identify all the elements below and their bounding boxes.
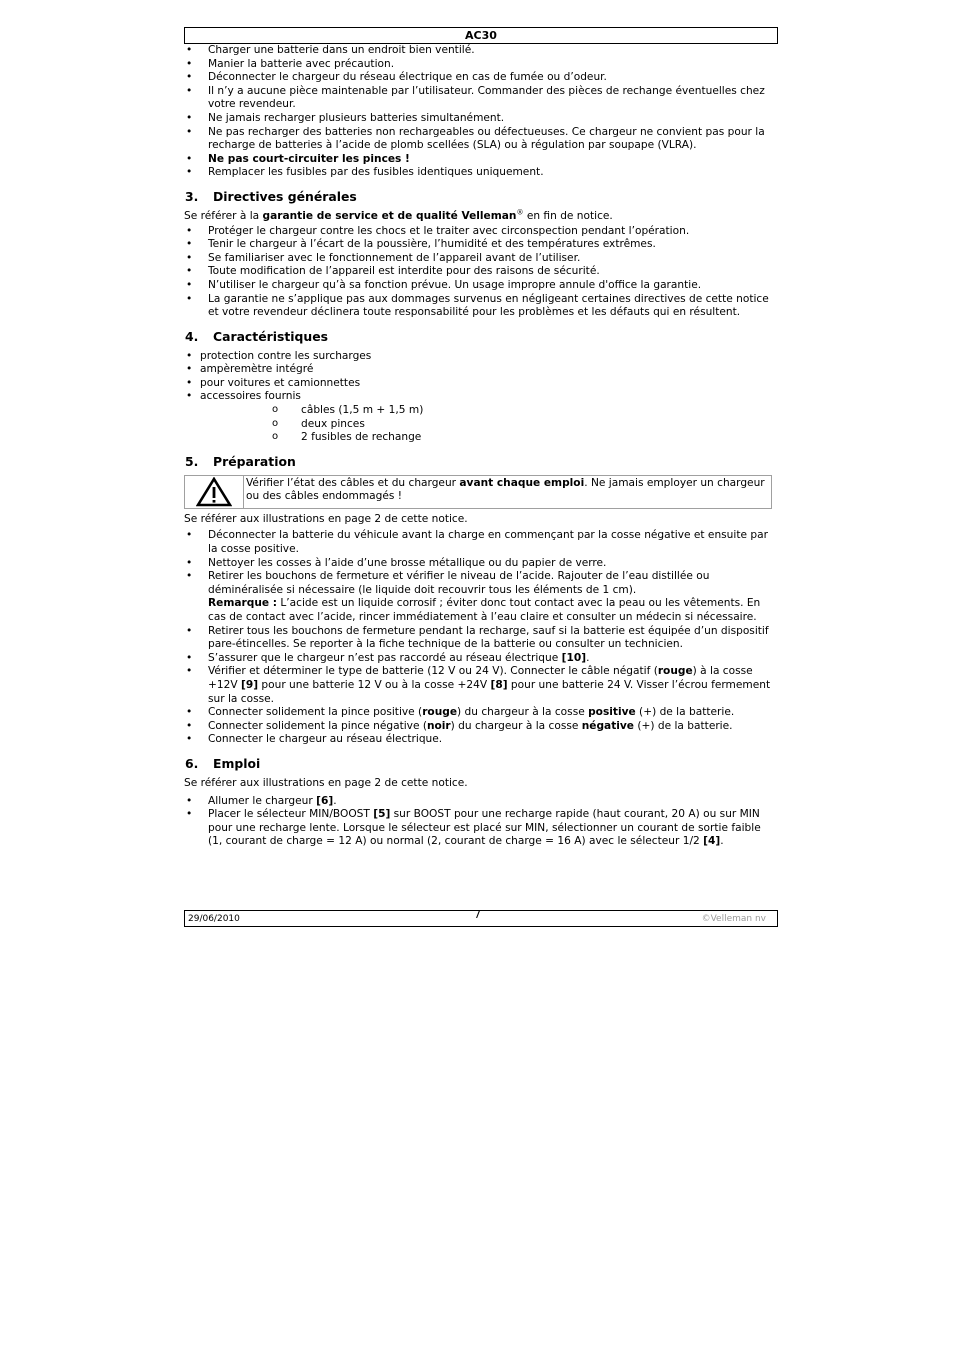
section-title: Caractéristiques	[213, 328, 328, 344]
section-5-intro: Se référer aux illustrations en page 2 de cette notice.	[184, 512, 468, 525]
sub-list-item: o 2 fusibles de rechange	[270, 431, 771, 445]
bold-text: rouge	[422, 706, 458, 719]
list-item: • Toute modification de l’appareil est interdite pour des raisons de sécurité.	[184, 265, 771, 279]
section-heading-4	[185, 329, 771, 344]
section-6-intro: Se référer aux illustrations en page 2 de cette notice.	[184, 776, 468, 789]
list-item	[184, 665, 771, 706]
bold-text: avant chaque emploi	[459, 476, 585, 489]
text: Allumer le chargeur	[208, 794, 317, 807]
list-item: • Tenir le chargeur à l’écart de la poussière, l’humidité et des températures extrêmes.	[184, 238, 771, 252]
sub-list-item: o deux pinces	[270, 418, 771, 432]
section-5-list	[184, 529, 771, 747]
bold-text: [8]	[490, 678, 508, 691]
registered-mark: ®	[516, 208, 524, 217]
text: (+) de la batterie.	[635, 706, 735, 719]
bold-text: garantie de service et de qualité Velleman	[262, 209, 517, 222]
sub-list-item: o câbles (1,5 m + 1,5 m)	[270, 404, 771, 418]
list-item: • Ne jamais recharger plusieurs batteries simultanément.	[184, 112, 771, 126]
list-item: • Protéger le chargeur contre les chocs et le traiter avec circonspection pendant l’opération.	[184, 225, 771, 239]
text: Connecter solidement la pince positive (	[208, 706, 423, 719]
text: Retirer les bouchons de fermeture et vérifier le niveau de l’acide. Rajouter de l’eau distillée ou déminéralisée si nécessaire (le liquide doit recouvrir tous les éléments de 1 cm).	[208, 570, 710, 596]
list-item: • pour voitures et camionnettes	[184, 377, 771, 391]
section-number: 5.	[185, 453, 199, 469]
section-title: Préparation	[213, 453, 296, 469]
text: ) à la cosse +12V	[208, 665, 753, 691]
section-number: 6.	[185, 755, 199, 771]
list-item: • Remplacer les fusibles par des fusibles identiques uniquement.	[184, 166, 771, 180]
list-item: • N’utiliser le chargeur qu’à sa fonction prévue. Un usage impropre annule d'office la garantie.	[184, 279, 771, 293]
list-item: • Retirer tous les bouchons de fermeture pendant la recharge, sauf si la batterie est équipée d’un dispositif pare-étincelles. Se reporter à la fiche technique de la batterie ou consulter un technicien.	[184, 625, 771, 652]
list-item: • accessoires fournis	[184, 390, 771, 404]
page-content	[184, 44, 778, 849]
text: ) du chargeur à la cosse	[457, 706, 589, 719]
header-title: AC30	[465, 29, 497, 42]
warning-text	[244, 476, 771, 508]
bold-text: rouge	[657, 665, 693, 678]
bold-text: [4]	[703, 835, 721, 848]
text: .	[586, 651, 590, 664]
list-item: • Déconnecter le chargeur du réseau électrique en cas de fumée ou d’odeur.	[184, 71, 771, 85]
text: en fin de notice.	[523, 209, 613, 222]
list-item: • Se familiariser avec le fonctionnement de l’appareil avant de l’utiliser.	[184, 252, 771, 266]
list-item	[184, 808, 771, 849]
list-item: • ampèremètre intégré	[184, 363, 771, 377]
text: pour une batterie 24 V. Visser l’écrou fermement sur la cosse.	[208, 678, 771, 705]
list-item	[184, 153, 771, 167]
list-item	[184, 795, 771, 809]
bold-text: noir	[426, 719, 451, 732]
section-title: Emploi	[213, 755, 261, 771]
bold-text: [9]	[240, 678, 259, 691]
list-item: • Manier la batterie avec précaution.	[184, 58, 771, 72]
text: Connecter solidement la pince négative (	[208, 719, 427, 732]
list-item: • Nettoyer les cosses à l’aide d’une brosse métallique ou du papier de verre.	[184, 557, 771, 571]
safety-list	[184, 44, 771, 180]
list-item: • Charger une batterie dans un endroit bien ventilé.	[184, 44, 771, 58]
text: Se référer à la	[184, 209, 263, 222]
text: ) du chargeur à la cosse	[450, 719, 582, 732]
list-item: • protection contre les surcharges	[184, 350, 771, 364]
bold-text: positive	[588, 706, 636, 719]
list-item: • Connecter le chargeur au réseau électrique.	[184, 733, 771, 747]
text: .	[333, 794, 337, 807]
section-6-list	[184, 795, 771, 849]
section-heading-6	[185, 756, 771, 771]
bold-text: négative	[581, 719, 634, 732]
section-number: 3.	[185, 188, 199, 204]
warning-box	[184, 475, 772, 509]
section-3-intro	[184, 210, 771, 224]
accessories-sublist	[184, 404, 771, 445]
list-item	[184, 570, 771, 624]
text: . Ne jamais employer un chargeur ou des câbles endommagés !	[246, 476, 765, 503]
list-item: • Ne pas recharger des batteries non rechargeables ou défectueuses. Ce chargeur ne convient pas pour la recharge de batteries à l’acide de plomb scellées (SLA) ou à régulation par soupape (VLRA).	[184, 126, 771, 153]
page-footer	[184, 910, 778, 927]
page-number: 7	[474, 908, 481, 921]
section-title: Directives générales	[213, 188, 357, 204]
section-heading-5	[185, 454, 771, 469]
bold-text: Ne pas court-circuiter les pinces !	[208, 152, 410, 165]
bold-text: [10]	[561, 651, 587, 664]
bold-text: [6]	[316, 794, 334, 807]
text: (+) de la batterie.	[634, 719, 733, 732]
document-page	[184, 27, 778, 849]
list-item	[184, 720, 771, 734]
warning-icon	[185, 476, 244, 508]
section-4-list	[184, 350, 771, 404]
list-item: • Il n’y a aucune pièce maintenable par l’utilisateur. Commander des pièces de rechange éventuelles chez votre revendeur.	[184, 85, 771, 112]
list-item: • La garantie ne s’applique pas aux dommages survenus en négligeant certaines directives de cette notice et votre revendeur déclinera toute responsabilité pour les problèmes et les défauts qui en résultent.	[184, 293, 771, 320]
text: S’assurer que le chargeur n’est pas raccordé au réseau électrique	[208, 651, 562, 664]
list-item	[184, 706, 771, 720]
section-3-list	[184, 225, 771, 320]
section-number: 4.	[185, 328, 199, 344]
footer-date: 29/06/2010	[188, 914, 240, 924]
bold-text: [5]	[373, 808, 391, 821]
section-heading-3	[185, 189, 771, 204]
text: L’acide est un liquide corrosif ; éviter donc tout contact avec la peau ou les vêtements. En cas de contact avec l’acide, rincer immédiatement à l’eau claire et consulter un médecin si nécessaire.	[208, 597, 761, 623]
list-item: • Déconnecter la batterie du véhicule avant la charge en commençant par la cosse négative et ensuite par la cosse positive.	[184, 529, 771, 556]
text: Vérifier et déterminer le type de batterie (12 V ou 24 V). Connecter le câble négatif (	[208, 665, 658, 678]
text: pour une batterie 12 V ou à la cosse +24V	[258, 678, 491, 691]
text: sur BOOST pour une recharge rapide (haut courant, 20 A) ou sur MIN pour une recharge lente. Lorsque le sélecteur est placé sur MIN, sélectionner un courant de sortie faible (1, courant de charge = 12 A) ou normal (2, courant de charge = 16 A) avec le sélecteur 1/2	[208, 808, 761, 848]
text: Placer le sélecteur MIN/BOOST	[208, 808, 374, 821]
bold-text: Remarque :	[208, 597, 277, 610]
page-header	[184, 27, 778, 44]
text: .	[720, 835, 724, 848]
text: Vérifier l’état des câbles et du chargeur	[246, 476, 460, 489]
footer-copyright: ©Velleman nv	[701, 914, 766, 924]
list-item	[184, 652, 771, 666]
